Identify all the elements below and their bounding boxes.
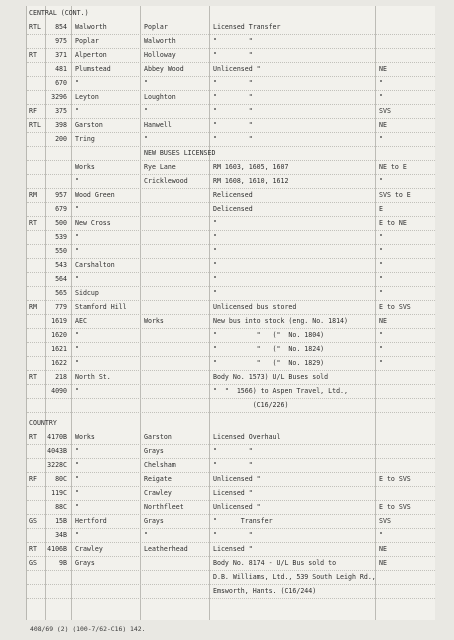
from-cell: " (75, 233, 79, 241)
type-cell: RTL (29, 121, 41, 129)
register-row (27, 20, 435, 35)
register-row (27, 472, 435, 487)
from-cell: " (75, 447, 79, 455)
from-cell: " (75, 247, 79, 255)
status-cell: NE (379, 559, 387, 567)
register-row (27, 258, 435, 273)
number-cell: 371 (55, 51, 67, 59)
register-row (27, 104, 435, 119)
number-cell: 4106B (47, 545, 67, 553)
to-cell: Northfleet (144, 503, 184, 511)
remarks-cell: " " (213, 461, 253, 469)
remarks-cell: " " (213, 135, 253, 143)
type-cell: GS (29, 517, 37, 525)
from-cell: " (75, 531, 79, 539)
remarks-cell: " " (" No. 1804) (213, 331, 325, 339)
register-row (27, 542, 435, 557)
from-cell: " (75, 461, 79, 469)
number-cell: 564 (55, 275, 67, 283)
status-cell: " (379, 345, 383, 353)
number-cell: 4090 (51, 387, 67, 395)
type-cell: GS (29, 559, 37, 567)
from-cell: Alperton (75, 51, 107, 59)
register-row (27, 230, 435, 245)
from-cell: AEC (75, 317, 87, 325)
number-cell: 854 (55, 23, 67, 31)
from-cell: " (75, 107, 79, 115)
status-cell: NE (379, 121, 387, 129)
register-row (27, 398, 435, 413)
to-cell: Chelsham (144, 461, 176, 469)
type-cell: RF (29, 475, 37, 483)
remarks-cell: " (213, 233, 217, 241)
to-cell: Abbey Wood (144, 65, 184, 73)
to-cell: Grays (144, 517, 164, 525)
number-cell: 3296 (51, 93, 67, 101)
register-row (27, 514, 435, 529)
from-cell: Carshalton (75, 261, 115, 269)
remarks-cell: Licensed " (213, 545, 253, 553)
remarks-cell: (C16/226) (213, 401, 289, 409)
number-cell: 1620 (51, 331, 67, 339)
remarks-cell: Emsworth, Hants. (C16/244) (213, 587, 317, 595)
register-row (27, 444, 435, 459)
register-row (27, 430, 435, 445)
remarks-cell: Licensed Overhaul (213, 433, 281, 441)
from-cell: Plumstead (75, 65, 111, 73)
register-row (27, 244, 435, 259)
number-cell: 398 (55, 121, 67, 129)
status-cell: " (379, 135, 383, 143)
register-row (27, 528, 435, 543)
remarks-cell: " " (213, 37, 253, 45)
from-cell: New Cross (75, 219, 111, 227)
number-cell: 550 (55, 247, 67, 255)
to-cell: " (144, 135, 148, 143)
status-cell: " (379, 275, 383, 283)
from-cell: Stamford Hill (75, 303, 127, 311)
number-cell: 375 (55, 107, 67, 115)
from-cell: " (75, 205, 79, 213)
from-cell: " (75, 503, 79, 511)
status-cell: E to NE (379, 219, 407, 227)
number-cell: 1621 (51, 345, 67, 353)
register-row (27, 48, 435, 63)
register-row (27, 272, 435, 287)
remarks-cell: Unlicensed bus stored (213, 303, 297, 311)
register-row (27, 370, 435, 385)
register-row (27, 584, 435, 599)
remarks-cell: " " (213, 107, 253, 115)
from-cell: Hertford (75, 517, 107, 525)
central-section-header: CENTRAL (CONT.) (29, 9, 89, 17)
from-cell: " (75, 331, 79, 339)
register-row (27, 160, 435, 175)
number-cell: 500 (55, 219, 67, 227)
remarks-cell: " " (" No. 1829) (213, 359, 325, 367)
number-cell: 779 (55, 303, 67, 311)
status-cell: NE (379, 545, 387, 553)
from-cell: " (75, 359, 79, 367)
type-cell: RM (29, 303, 37, 311)
register-row (27, 300, 435, 315)
status-cell: " (379, 79, 383, 87)
register-row (27, 286, 435, 301)
number-cell: 218 (55, 373, 67, 381)
number-cell: 88C (55, 503, 67, 511)
from-cell: Poplar (75, 37, 99, 45)
from-cell: Sidcup (75, 289, 99, 297)
remarks-cell: " " (213, 51, 253, 59)
remarks-cell: RM 1603, 1605, 1607 (213, 163, 289, 171)
type-cell: RTL (29, 23, 41, 31)
remarks-cell: " (213, 275, 217, 283)
status-cell: NE (379, 317, 387, 325)
register-row (27, 174, 435, 189)
number-cell: 679 (55, 205, 67, 213)
to-cell: Crawley (144, 489, 172, 497)
to-cell: Cricklewood (144, 177, 188, 185)
register-row (27, 146, 435, 161)
register-row (27, 90, 435, 105)
remarks-cell: " (213, 219, 217, 227)
register-row (27, 342, 435, 357)
number-cell: 957 (55, 191, 67, 199)
to-cell: Garston (144, 433, 172, 441)
number-cell: 565 (55, 289, 67, 297)
status-cell: " (379, 233, 383, 241)
remarks-cell: " " (213, 121, 253, 129)
to-cell: Loughton (144, 93, 176, 101)
status-cell: " (379, 261, 383, 269)
to-cell: " (144, 531, 148, 539)
status-cell: NE (379, 65, 387, 73)
from-cell: " (75, 345, 79, 353)
number-cell: 1619 (51, 317, 67, 325)
remarks-cell: Relicensed (213, 191, 253, 199)
from-cell: Grays (75, 559, 95, 567)
status-cell: NE to E (379, 163, 407, 171)
country-section-header: COUNTRY (29, 419, 57, 427)
type-cell: RT (29, 219, 37, 227)
to-cell: Hanwell (144, 121, 172, 129)
to-cell: Rye Lane (144, 163, 176, 171)
to-cell: Walworth (144, 37, 176, 45)
remarks-cell: Licensed Transfer (213, 23, 281, 31)
type-cell: RT (29, 433, 37, 441)
register-row (27, 486, 435, 501)
to-cell: Poplar (144, 23, 168, 31)
number-cell: 481 (55, 65, 67, 73)
remarks-cell: " (213, 289, 217, 297)
status-cell: " (379, 93, 383, 101)
from-cell: " (75, 387, 79, 395)
type-cell: RT (29, 545, 37, 553)
number-cell: 4043B (47, 447, 67, 455)
from-cell: Leyton (75, 93, 99, 101)
number-cell: 670 (55, 79, 67, 87)
number-cell: 9B (59, 559, 67, 567)
remarks-cell: " (213, 247, 217, 255)
from-cell: Crawley (75, 545, 103, 553)
to-cell: Leatherhead (144, 545, 188, 553)
register-row (27, 118, 435, 133)
remarks-cell: Body No. 1573) U/L Buses sold (213, 373, 329, 381)
remarks-cell: " " 1566) to Aspen Travel, Ltd., (213, 387, 348, 395)
status-cell: SVS (379, 517, 391, 525)
number-cell: 543 (55, 261, 67, 269)
register-row (27, 384, 435, 399)
remarks-cell: New bus into stock (eng. No. 1814) (213, 317, 348, 325)
register-sheet (26, 6, 435, 620)
remarks-cell: Unlicensed " (213, 65, 261, 73)
remarks-cell: Unlicensed " (213, 475, 261, 483)
register-row (27, 556, 435, 571)
remarks-cell: Licensed " (213, 489, 253, 497)
number-cell: 1622 (51, 359, 67, 367)
number-cell: 119C (51, 489, 67, 497)
number-cell: 34B (55, 531, 67, 539)
number-cell: 539 (55, 233, 67, 241)
status-cell: E to SVS (379, 503, 411, 511)
from-cell: Works (75, 433, 95, 441)
from-cell: " (75, 177, 79, 185)
remarks-cell: " " (213, 531, 253, 539)
remarks-cell: " " (213, 79, 253, 87)
to-cell: NEW BUSES LICENSED (144, 149, 216, 157)
register-row (27, 202, 435, 217)
number-cell: 4170B (47, 433, 67, 441)
status-cell: E to SVS (379, 303, 411, 311)
to-cell: Works (144, 317, 164, 325)
to-cell: Holloway (144, 51, 176, 59)
type-cell: RT (29, 51, 37, 59)
register-row (27, 132, 435, 147)
register-row (27, 216, 435, 231)
status-cell: " (379, 359, 383, 367)
from-cell: Tring (75, 135, 95, 143)
from-cell: " (75, 275, 79, 283)
from-cell: Wood Green (75, 191, 115, 199)
status-cell: SVS to E (379, 191, 411, 199)
register-row (27, 34, 435, 49)
number-cell: 3228C (47, 461, 67, 469)
remarks-cell: Unlicensed " (213, 503, 261, 511)
to-cell: Grays (144, 447, 164, 455)
to-cell: Reigate (144, 475, 172, 483)
register-row (27, 188, 435, 203)
to-cell: " (144, 107, 148, 115)
from-cell: Garston (75, 121, 103, 129)
register-row (27, 458, 435, 473)
register-row (27, 570, 435, 585)
from-cell: " (75, 79, 79, 87)
register-row (27, 328, 435, 343)
remarks-cell: RM 1608, 1610, 1612 (213, 177, 289, 185)
from-cell: North St. (75, 373, 111, 381)
type-cell: RT (29, 373, 37, 381)
from-cell: " (75, 489, 79, 497)
number-cell: 975 (55, 37, 67, 45)
register-row (27, 500, 435, 515)
from-cell: Walworth (75, 23, 107, 31)
register-row (27, 76, 435, 91)
register-row (27, 62, 435, 77)
status-cell: SVS (379, 107, 391, 115)
status-cell: E to SVS (379, 475, 411, 483)
status-cell: " (379, 331, 383, 339)
remarks-cell: " (213, 261, 217, 269)
from-cell: Works (75, 163, 95, 171)
remarks-cell: " Transfer (213, 517, 273, 525)
type-cell: RF (29, 107, 37, 115)
status-cell: " (379, 289, 383, 297)
status-cell: " (379, 531, 383, 539)
number-cell: 80C (55, 475, 67, 483)
remarks-cell: " " (213, 93, 253, 101)
remarks-cell: " " (" No. 1824) (213, 345, 325, 353)
to-cell: " (144, 79, 148, 87)
type-cell: RM (29, 191, 37, 199)
page-footer: 408/69 (2) (100-7/62-C16) 142. (30, 625, 146, 633)
remarks-cell: D.B. Williams, Ltd., 539 South Leigh Rd., (213, 573, 376, 581)
status-cell: " (379, 247, 383, 255)
register-row (27, 356, 435, 371)
number-cell: 200 (55, 135, 67, 143)
number-cell: 15B (55, 517, 67, 525)
register-row (27, 314, 435, 329)
status-cell: " (379, 177, 383, 185)
remarks-cell: " " (213, 447, 253, 455)
remarks-cell: Delicensed (213, 205, 253, 213)
from-cell: " (75, 475, 79, 483)
remarks-cell: Body No. 8174 - U/L Bus sold to (213, 559, 337, 567)
status-cell: E (379, 205, 383, 213)
